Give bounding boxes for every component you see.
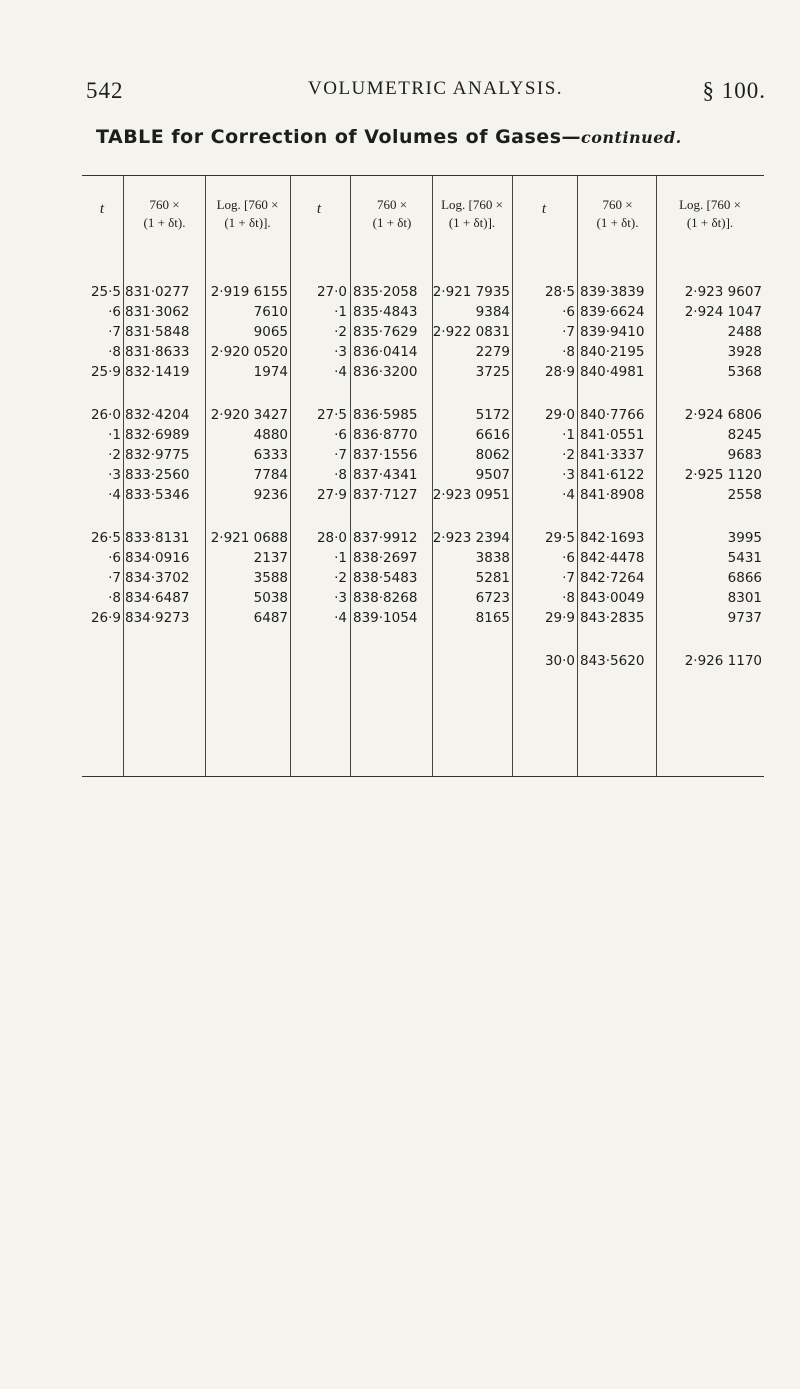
temperature-value: ·3 <box>334 344 347 360</box>
temperature-value: ·6 <box>562 304 575 320</box>
factor-value: 831·3062 <box>125 304 190 320</box>
temperature-value: ·8 <box>562 590 575 606</box>
factor-value: 842·7264 <box>580 570 645 586</box>
factor-value: 832·9775 <box>125 447 190 463</box>
temperature-value: 28·0 <box>316 530 347 546</box>
temperature-value: ·4 <box>334 610 347 626</box>
factor-value: 831·8633 <box>125 344 190 360</box>
log-value: 3588 <box>253 570 288 586</box>
log-value: 3995 <box>727 530 762 546</box>
factor-value: 832·4204 <box>125 407 190 423</box>
temperature-value: ·7 <box>562 570 575 586</box>
temperature-value: ·1 <box>334 304 347 320</box>
factor-value: 840·7766 <box>580 407 645 423</box>
factor-value: 841·8908 <box>580 487 645 503</box>
log-value: 9384 <box>475 304 510 320</box>
temperature-value: ·6 <box>108 304 121 320</box>
log-value: 2137 <box>253 550 288 566</box>
temperature-value: ·7 <box>334 447 347 463</box>
header-t: t <box>316 201 322 217</box>
factor-value: 837·4341 <box>353 467 418 483</box>
temperature-value: ·4 <box>562 487 575 503</box>
factor-value: 834·9273 <box>125 610 190 626</box>
header-log-line1: Log. [760 × <box>216 197 279 212</box>
log-value: 9065 <box>253 324 288 340</box>
header-factor <box>124 196 205 232</box>
factor-value: 843·5620 <box>580 653 645 669</box>
log-value: 2279 <box>475 344 510 360</box>
correction-table <box>82 175 764 777</box>
table-row <box>82 528 764 548</box>
factor-value: 839·1054 <box>353 610 418 626</box>
header-factor-line2: (1 + δt). <box>596 215 639 230</box>
temperature-value: ·2 <box>334 324 347 340</box>
table-row <box>82 485 764 505</box>
temperature-value: 27·0 <box>316 284 347 300</box>
factor-value: 832·6989 <box>125 427 190 443</box>
log-value: 3838 <box>475 550 510 566</box>
factor-value: 834·3702 <box>125 570 190 586</box>
table-row <box>82 282 764 302</box>
factor-value: 839·9410 <box>580 324 645 340</box>
log-value: 2·919 6155 <box>210 284 288 300</box>
log-value: 3928 <box>727 344 762 360</box>
temperature-value: ·6 <box>108 550 121 566</box>
factor-value: 833·2560 <box>125 467 190 483</box>
temperature-value: ·4 <box>334 364 347 380</box>
log-value: 9507 <box>475 467 510 483</box>
table-title-suffix: continued. <box>581 128 682 147</box>
log-value: 3725 <box>475 364 510 380</box>
table-row <box>82 425 764 445</box>
header-log-line2: (1 + δt)]. <box>686 215 734 230</box>
temperature-value: 28·9 <box>544 364 575 380</box>
table-row <box>82 342 764 362</box>
log-value: 2488 <box>727 324 762 340</box>
log-value: 2·924 1047 <box>684 304 762 320</box>
log-value: 7784 <box>253 467 288 483</box>
header-factor-line1: 760 × <box>602 197 633 212</box>
factor-value: 833·8131 <box>125 530 190 546</box>
temperature-value: 26·0 <box>90 407 121 423</box>
header-log <box>205 196 290 232</box>
factor-value: 838·5483 <box>353 570 418 586</box>
temperature-value: 27·9 <box>316 487 347 503</box>
temperature-value: 25·5 <box>90 284 121 300</box>
page-number: 542 <box>86 78 124 103</box>
factor-value: 834·6487 <box>125 590 190 606</box>
header-factor-line1: 760 × <box>149 197 180 212</box>
log-value: 2·921 7935 <box>432 284 510 300</box>
temperature-value: 29·0 <box>544 407 575 423</box>
temperature-value: ·1 <box>108 427 121 443</box>
log-value: 5281 <box>475 570 510 586</box>
factor-value: 839·3839 <box>580 284 645 300</box>
log-value: 9236 <box>253 487 288 503</box>
log-value: 2·920 0520 <box>210 344 288 360</box>
log-value: 2·922 0831 <box>432 324 510 340</box>
table-row <box>82 651 764 671</box>
temperature-value: ·3 <box>334 590 347 606</box>
log-value: 2·923 0951 <box>432 487 510 503</box>
log-value: 2·925 1120 <box>684 467 762 483</box>
log-value: 6616 <box>475 427 510 443</box>
factor-value: 835·4843 <box>353 304 418 320</box>
log-value: 9683 <box>727 447 762 463</box>
temperature-value: ·1 <box>562 427 575 443</box>
header-factor-line1: 760 × <box>376 197 408 212</box>
log-value: 5431 <box>727 550 762 566</box>
factor-value: 841·0551 <box>580 427 645 443</box>
factor-value: 840·2195 <box>580 344 645 360</box>
factor-value: 834·0916 <box>125 550 190 566</box>
header-t: t <box>99 201 105 217</box>
table-title-main: TABLE for Correction of Volumes of Gases— <box>96 126 582 148</box>
header-t: t <box>541 201 547 217</box>
log-value: 8245 <box>727 427 762 443</box>
temperature-value: ·1 <box>334 550 347 566</box>
temperature-value: 30·0 <box>544 653 575 669</box>
factor-value: 843·2835 <box>580 610 645 626</box>
log-value: 5038 <box>253 590 288 606</box>
temperature-value: ·3 <box>562 467 575 483</box>
log-value: 1974 <box>253 364 288 380</box>
temperature-value: ·7 <box>108 324 121 340</box>
header-factor <box>352 196 432 232</box>
factor-value: 843·0049 <box>580 590 645 606</box>
table-row <box>82 302 764 322</box>
log-value: 6487 <box>253 610 288 626</box>
temperature-value: ·8 <box>562 344 575 360</box>
factor-value: 835·2058 <box>353 284 418 300</box>
factor-value: 837·7127 <box>353 487 418 503</box>
header-log-line1: Log. [760 × <box>679 197 741 212</box>
log-value: 2·920 3427 <box>210 407 288 423</box>
table-title <box>96 126 756 148</box>
factor-value: 833·5346 <box>125 487 190 503</box>
temperature-value: ·8 <box>108 590 121 606</box>
table-row <box>82 608 764 628</box>
factor-value: 841·6122 <box>580 467 645 483</box>
temperature-value: ·2 <box>562 447 575 463</box>
temperature-value: 26·5 <box>90 530 121 546</box>
header-log-line2: (1 + δt)]. <box>448 215 496 230</box>
running-title: VOLUMETRIC ANALYSIS. <box>308 78 564 99</box>
log-value: 2·923 2394 <box>432 530 510 546</box>
log-value: 2·924 6806 <box>684 407 762 423</box>
log-value: 5172 <box>475 407 510 423</box>
temperature-value: 27·5 <box>316 407 347 423</box>
log-value: 8301 <box>727 590 762 606</box>
factor-value: 836·8770 <box>353 427 418 443</box>
factor-value: 836·0414 <box>353 344 418 360</box>
factor-value: 839·6624 <box>580 304 645 320</box>
factor-value: 838·2697 <box>353 550 418 566</box>
table-row <box>82 405 764 425</box>
factor-value: 836·3200 <box>353 364 418 380</box>
factor-value: 835·7629 <box>353 324 418 340</box>
log-value: 2·923 9607 <box>684 284 762 300</box>
temperature-value: ·2 <box>334 570 347 586</box>
temperature-value: 28·5 <box>544 284 575 300</box>
header-factor <box>579 196 656 232</box>
factor-value: 831·5848 <box>125 324 190 340</box>
temperature-value: ·7 <box>562 324 575 340</box>
log-value: 7610 <box>253 304 288 320</box>
log-value: 8165 <box>475 610 510 626</box>
log-value: 5368 <box>727 364 762 380</box>
temperature-value: ·6 <box>562 550 575 566</box>
log-value: 2558 <box>727 487 762 503</box>
temperature-value: 29·9 <box>544 610 575 626</box>
header-log <box>656 196 764 232</box>
header-log-line2: (1 + δt)]. <box>224 215 271 230</box>
table-row <box>82 588 764 608</box>
factor-value: 837·9912 <box>353 530 418 546</box>
temperature-value: ·4 <box>108 487 121 503</box>
log-value: 6333 <box>253 447 288 463</box>
log-value: 9737 <box>727 610 762 626</box>
temperature-value: 25·9 <box>90 364 121 380</box>
factor-value: 841·3337 <box>580 447 645 463</box>
table-row <box>82 362 764 382</box>
table-row <box>82 322 764 342</box>
temperature-value: ·6 <box>334 427 347 443</box>
factor-value: 842·4478 <box>580 550 645 566</box>
table-row <box>82 445 764 465</box>
header-factor-line2: (1 + δt) <box>372 215 412 230</box>
log-value: 4880 <box>253 427 288 443</box>
running-head <box>86 78 766 108</box>
temperature-value: 29·5 <box>544 530 575 546</box>
factor-value: 832·1419 <box>125 364 190 380</box>
header-factor-line2: (1 + δt). <box>143 215 186 230</box>
factor-value: 836·5985 <box>353 407 418 423</box>
temperature-value: ·3 <box>108 467 121 483</box>
table-row <box>82 465 764 485</box>
factor-value: 838·8268 <box>353 590 418 606</box>
section-number: § 100. <box>702 78 766 103</box>
log-value: 8062 <box>475 447 510 463</box>
log-value: 2·926 1170 <box>684 653 762 669</box>
factor-value: 840·4981 <box>580 364 645 380</box>
header-log <box>432 196 512 232</box>
factor-value: 842·1693 <box>580 530 645 546</box>
temperature-value: ·8 <box>108 344 121 360</box>
factor-value: 837·1556 <box>353 447 418 463</box>
temperature-value: ·7 <box>108 570 121 586</box>
header-log-line1: Log. [760 × <box>441 197 503 212</box>
log-value: 6866 <box>727 570 762 586</box>
table-row <box>82 568 764 588</box>
temperature-value: ·8 <box>334 467 347 483</box>
temperature-value: ·2 <box>108 447 121 463</box>
table-row <box>82 548 764 568</box>
factor-value: 831·0277 <box>125 284 190 300</box>
temperature-value: 26·9 <box>90 610 121 626</box>
log-value: 6723 <box>475 590 510 606</box>
log-value: 2·921 0688 <box>210 530 288 546</box>
